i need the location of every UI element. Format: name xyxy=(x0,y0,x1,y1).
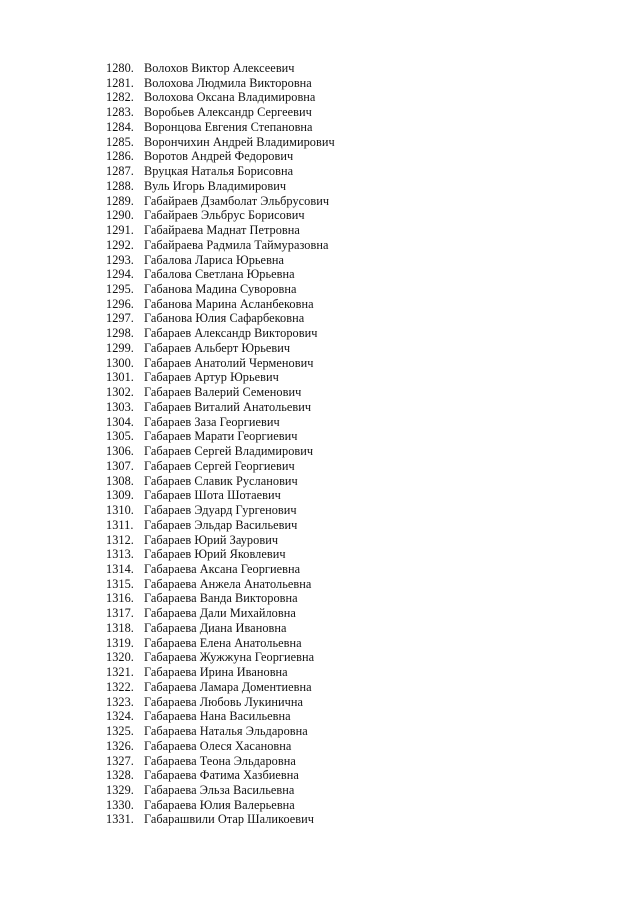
list-item xyxy=(106,636,335,651)
entry-number: 1322. xyxy=(106,679,134,694)
entry-name: Вруцкая Наталья Борисовна xyxy=(144,164,294,179)
list-item xyxy=(106,488,335,503)
entry-number: 1295. xyxy=(106,282,134,297)
list-item xyxy=(106,695,335,710)
entry-number: 1324. xyxy=(106,709,134,724)
entry-number: 1283. xyxy=(106,105,134,120)
entry-name: Габараев Анатолий Черменович xyxy=(144,355,314,370)
list-item xyxy=(106,812,335,827)
list-item xyxy=(106,179,335,194)
entry-number: 1316. xyxy=(106,591,134,606)
list-item xyxy=(106,311,335,326)
list-item xyxy=(106,341,335,356)
entry-name: Габайраев Эльбрус Борисович xyxy=(144,208,305,223)
list-item xyxy=(106,90,335,105)
entry-number: 1318. xyxy=(106,620,134,635)
entry-number: 1309. xyxy=(106,488,134,503)
entry-name: Габараев Шота Шотаевич xyxy=(144,488,281,503)
entry-name: Габарашвили Отар Шаликоевич xyxy=(144,812,315,827)
entry-number: 1292. xyxy=(106,237,134,252)
list-item xyxy=(106,326,335,341)
entry-number: 1305. xyxy=(106,429,134,444)
entry-number: 1301. xyxy=(106,370,134,385)
list-item xyxy=(106,297,335,312)
entry-name: Волохов Виктор Алексеевич xyxy=(144,61,295,75)
list-item xyxy=(106,208,335,223)
entry-name: Габараев Виталий Анатольевич xyxy=(144,399,312,414)
entry-number: 1319. xyxy=(106,635,134,650)
entry-number: 1325. xyxy=(106,724,134,739)
entry-number: 1298. xyxy=(106,326,134,341)
entry-number: 1302. xyxy=(106,385,134,400)
list-item xyxy=(106,518,335,533)
list-item xyxy=(106,105,335,120)
entry-name: Габараев Юрий Яковлевич xyxy=(144,547,286,562)
list-item xyxy=(106,739,335,754)
list-item xyxy=(106,61,335,76)
entry-name: Габараев Юрий Заурович xyxy=(144,532,279,547)
list-item xyxy=(106,385,335,400)
entry-name: Габараев Валерий Семенович xyxy=(144,385,302,400)
list-item xyxy=(106,356,335,371)
entry-number: 1282. xyxy=(106,90,134,105)
list-item xyxy=(106,444,335,459)
entry-name: Габараева Эльза Васильевна xyxy=(144,782,295,797)
list-item xyxy=(106,768,335,783)
entry-number: 1291. xyxy=(106,223,134,238)
entry-name: Волохова Людмила Викторовна xyxy=(144,75,312,90)
entry-name: Габараев Артур Юрьевич xyxy=(144,370,279,385)
entry-number: 1285. xyxy=(106,134,134,149)
entry-name: Габайраева Маднат Петровна xyxy=(144,223,300,238)
entry-number: 1284. xyxy=(106,119,134,134)
entry-number: 1328. xyxy=(106,768,134,783)
entry-name: Воронцова Евгения Степановна xyxy=(144,119,313,134)
entry-name: Габараева Любовь Лукинична xyxy=(144,694,304,709)
list-item xyxy=(106,591,335,606)
entry-name: Габараев Сергей Георгиевич xyxy=(144,458,295,473)
entry-name: Габараева Ванда Викторовна xyxy=(144,591,298,606)
entry-name: Габараев Александр Викторович xyxy=(144,326,318,341)
entry-name: Габараев Заза Георгиевич xyxy=(144,414,280,429)
entry-name: Габараева Жужжуна Георгиевна xyxy=(144,650,315,665)
list-item xyxy=(106,135,335,150)
entry-name: Габараева Олеся Хасановна xyxy=(144,738,292,753)
entry-name: Габанова Мадина Суворовна xyxy=(144,282,297,297)
entry-name: Ворончихин Андрей Владимирович xyxy=(144,134,335,149)
entry-name: Габараева Елена Анатольевна xyxy=(144,635,302,650)
entry-number: 1315. xyxy=(106,576,134,591)
list-item xyxy=(106,754,335,769)
entry-number: 1311. xyxy=(106,517,134,532)
list-item xyxy=(106,709,335,724)
list-item xyxy=(106,665,335,680)
entry-number: 1321. xyxy=(106,665,134,680)
list-item xyxy=(106,533,335,548)
entry-number: 1304. xyxy=(106,414,134,429)
entry-name: Габалова Лариса Юрьевна xyxy=(144,252,285,267)
entry-name: Габалова Светлана Юрьевна xyxy=(144,267,295,282)
list-item xyxy=(106,621,335,636)
entry-name: Габараева Фатима Хазбиевна xyxy=(144,768,299,783)
entry-number: 1313. xyxy=(106,547,134,562)
list-item xyxy=(106,783,335,798)
list-item xyxy=(106,76,335,91)
entry-name: Габараев Славик Русланович xyxy=(144,473,298,488)
entry-name: Габараев Альберт Юрьевич xyxy=(144,340,291,355)
entry-number: 1312. xyxy=(106,532,134,547)
entry-name: Габараева Юлия Валерьевна xyxy=(144,797,295,812)
list-item xyxy=(106,724,335,739)
entry-number: 1320. xyxy=(106,650,134,665)
list-item xyxy=(106,547,335,562)
entry-number: 1286. xyxy=(106,149,134,164)
entry-name: Габайраев Дзамболат Эльбрусович xyxy=(144,193,330,208)
list-item xyxy=(106,415,335,430)
entry-name: Габараева Аксана Георгиевна xyxy=(144,561,301,576)
entry-number: 1331. xyxy=(106,812,134,827)
entry-number: 1327. xyxy=(106,753,134,768)
list-item xyxy=(106,474,335,489)
entry-name: Габараев Сергей Владимирович xyxy=(144,444,314,459)
list-item xyxy=(106,149,335,164)
list-item xyxy=(106,606,335,621)
entry-name: Габараев Эльдар Васильевич xyxy=(144,517,298,532)
entry-name: Габайраева Радмила Таймуразовна xyxy=(144,237,329,252)
list-item xyxy=(106,238,335,253)
list-item xyxy=(106,267,335,282)
list-item xyxy=(106,650,335,665)
entry-number: 1303. xyxy=(106,399,134,414)
entry-number: 1281. xyxy=(106,75,134,90)
entry-name: Габараева Наталья Эльдаровна xyxy=(144,724,308,739)
entry-number: 1314. xyxy=(106,561,134,576)
entry-number: 1290. xyxy=(106,208,134,223)
entry-name: Габараев Эдуард Гургенович xyxy=(144,503,297,518)
entry-number: 1323. xyxy=(106,694,134,709)
entry-name: Габанова Юлия Сафарбековна xyxy=(144,311,305,326)
list-item xyxy=(106,370,335,385)
entry-number: 1293. xyxy=(106,252,134,267)
list-item xyxy=(106,120,335,135)
entry-number: 1287. xyxy=(106,164,134,179)
list-item xyxy=(106,164,335,179)
entry-name: Габараева Диана Ивановна xyxy=(144,620,287,635)
entry-number: 1310. xyxy=(106,503,134,518)
entry-number: 1308. xyxy=(106,473,134,488)
entry-name: Воротов Андрей Федорович xyxy=(144,149,294,164)
entry-name: Воробьев Александр Сергеевич xyxy=(144,105,312,120)
entry-number: 1330. xyxy=(106,797,134,812)
entry-number: 1288. xyxy=(106,178,134,193)
entry-name: Габараева Ирина Ивановна xyxy=(144,665,288,680)
entry-name: Габараева Анжела Анатольевна xyxy=(144,576,312,591)
entry-name: Габанова Марина Асланбековна xyxy=(144,296,314,311)
list-item xyxy=(106,798,335,813)
entry-name: Габараева Нана Васильевна xyxy=(144,709,291,724)
entry-name: Габараева Дали Михайловна xyxy=(144,606,296,621)
entry-number: 1289. xyxy=(106,193,134,208)
entry-name: Волохова Оксана Владимировна xyxy=(144,90,316,105)
list-item xyxy=(106,577,335,592)
list-item xyxy=(106,459,335,474)
entry-number: 1299. xyxy=(106,340,134,355)
entry-number: 1297. xyxy=(106,311,134,326)
entry-number: 1329. xyxy=(106,782,134,797)
name-list xyxy=(106,61,335,827)
entry-number: 1306. xyxy=(106,444,134,459)
list-item xyxy=(106,400,335,415)
entry-number: 1296. xyxy=(106,296,134,311)
entry-number: 1326. xyxy=(106,738,134,753)
list-item xyxy=(106,680,335,695)
entry-name: Габараев Марати Георгиевич xyxy=(144,429,298,444)
list-item xyxy=(106,194,335,209)
entry-number: 1317. xyxy=(106,606,134,621)
entry-name: Вуль Игорь Владимирович xyxy=(144,178,287,193)
entry-number: 1307. xyxy=(106,458,134,473)
entry-number: 1280. xyxy=(106,61,134,75)
list-item xyxy=(106,562,335,577)
list-item xyxy=(106,282,335,297)
entry-number: 1294. xyxy=(106,267,134,282)
entry-name: Габараева Ламара Доментиевна xyxy=(144,679,312,694)
list-item xyxy=(106,503,335,518)
list-item xyxy=(106,253,335,268)
entry-name: Габараева Теона Эльдаровна xyxy=(144,753,296,768)
entry-number: 1300. xyxy=(106,355,134,370)
list-item xyxy=(106,223,335,238)
list-item xyxy=(106,429,335,444)
